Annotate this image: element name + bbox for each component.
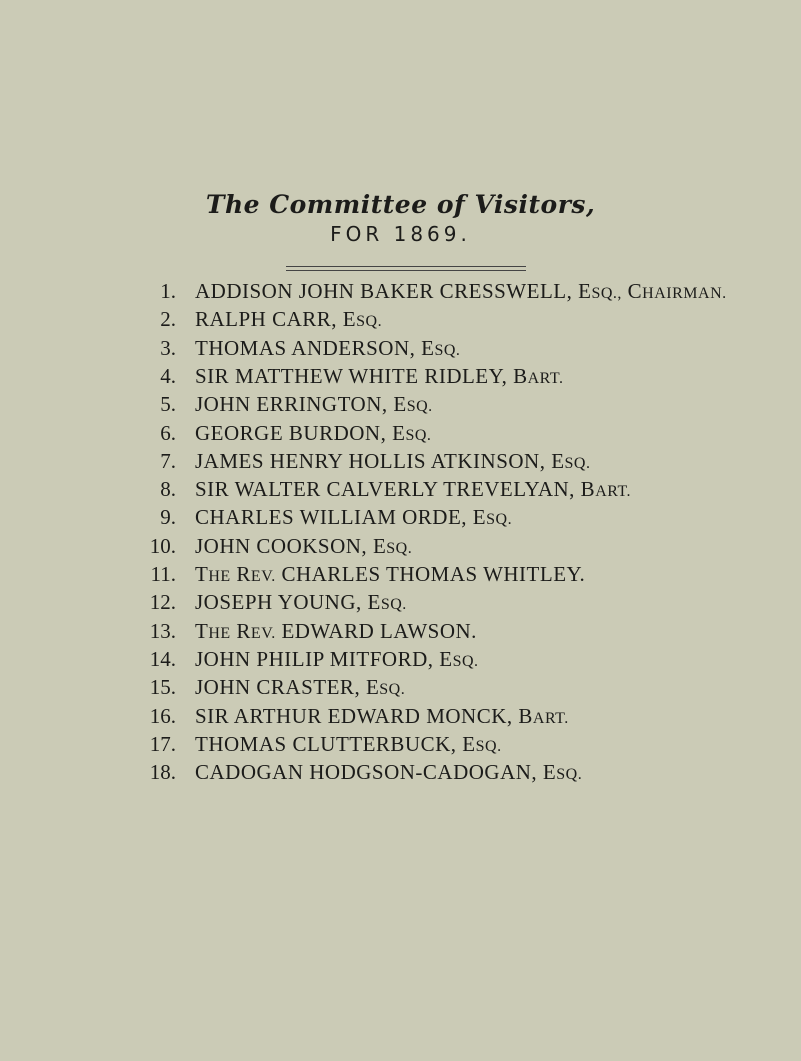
member-name: THE REV. EDWARD LAWSON. (195, 618, 477, 643)
member-number: 8. (160, 477, 176, 502)
member-number: 2. (160, 307, 176, 332)
page-title: The Committee of Visitors, (205, 190, 596, 219)
member-number: 3. (160, 335, 176, 360)
member-number: 7. (160, 448, 176, 473)
list-item (0, 645, 801, 673)
list-item (0, 390, 801, 418)
page-subtitle: FOR 1869. (330, 222, 471, 246)
list-item (0, 730, 801, 758)
list-item (0, 362, 801, 390)
member-number: 14. (149, 646, 176, 671)
list-item (0, 334, 801, 362)
member-name: JOHN ERRINGTON, ESQ. (195, 392, 433, 417)
member-number: 6. (160, 420, 176, 445)
list-item (0, 503, 801, 531)
member-name: THOMAS CLUTTERBUCK, ESQ. (195, 731, 502, 756)
list-item (0, 305, 801, 333)
list-item (0, 702, 801, 730)
member-number: 17. (149, 731, 176, 756)
member-number: 18. (149, 760, 176, 785)
member-name: JAMES HENRY HOLLIS ATKINSON, ESQ. (195, 448, 591, 473)
member-number: 1. (160, 279, 176, 303)
member-number: 15. (149, 675, 176, 700)
member-name: JOHN PHILIP MITFORD, ESQ. (195, 646, 479, 671)
member-name: JOHN CRASTER, ESQ. (195, 675, 406, 700)
member-name: THOMAS ANDERSON, ESQ. (195, 335, 461, 360)
member-number: 12. (149, 590, 176, 615)
member-name: SIR MATTHEW WHITE RIDLEY, BART. (195, 363, 564, 388)
list-item (0, 419, 801, 447)
list-item (0, 758, 801, 786)
member-name: SIR ARTHUR EDWARD MONCK, BART. (195, 703, 569, 728)
list-item (0, 447, 801, 475)
member-name: ADDISON JOHN BAKER CRESSWELL, ESQ., CHAIRMAN. (195, 279, 727, 303)
member-name: GEORGE BURDON, ESQ. (195, 420, 432, 445)
member-number: 13. (149, 618, 176, 643)
member-name: CADOGAN HODGSON-CADOGAN, ESQ. (195, 760, 583, 785)
member-number: 5. (160, 392, 176, 417)
member-name: SIR WALTER CALVERLY TREVELYAN, BART. (195, 477, 632, 502)
member-number: 10. (149, 533, 176, 558)
member-name: THE REV. CHARLES THOMAS WHITLEY. (195, 562, 586, 586)
divider-rule (286, 266, 526, 271)
member-name: CHARLES WILLIAM ORDE, ESQ. (195, 505, 513, 530)
list-item (0, 588, 801, 616)
list-item (0, 673, 801, 701)
list-item (0, 532, 801, 560)
member-name: JOSEPH YOUNG, ESQ. (195, 590, 407, 615)
list-item (0, 560, 801, 588)
member-number: 11. (150, 562, 176, 586)
member-name: JOHN COOKSON, ESQ. (195, 533, 413, 558)
list-item (0, 277, 801, 305)
member-number: 4. (160, 363, 176, 388)
list-item (0, 617, 801, 645)
member-name: RALPH CARR, ESQ. (195, 307, 383, 332)
member-number: 16. (149, 703, 176, 728)
member-number: 9. (160, 505, 176, 530)
list-item (0, 475, 801, 503)
